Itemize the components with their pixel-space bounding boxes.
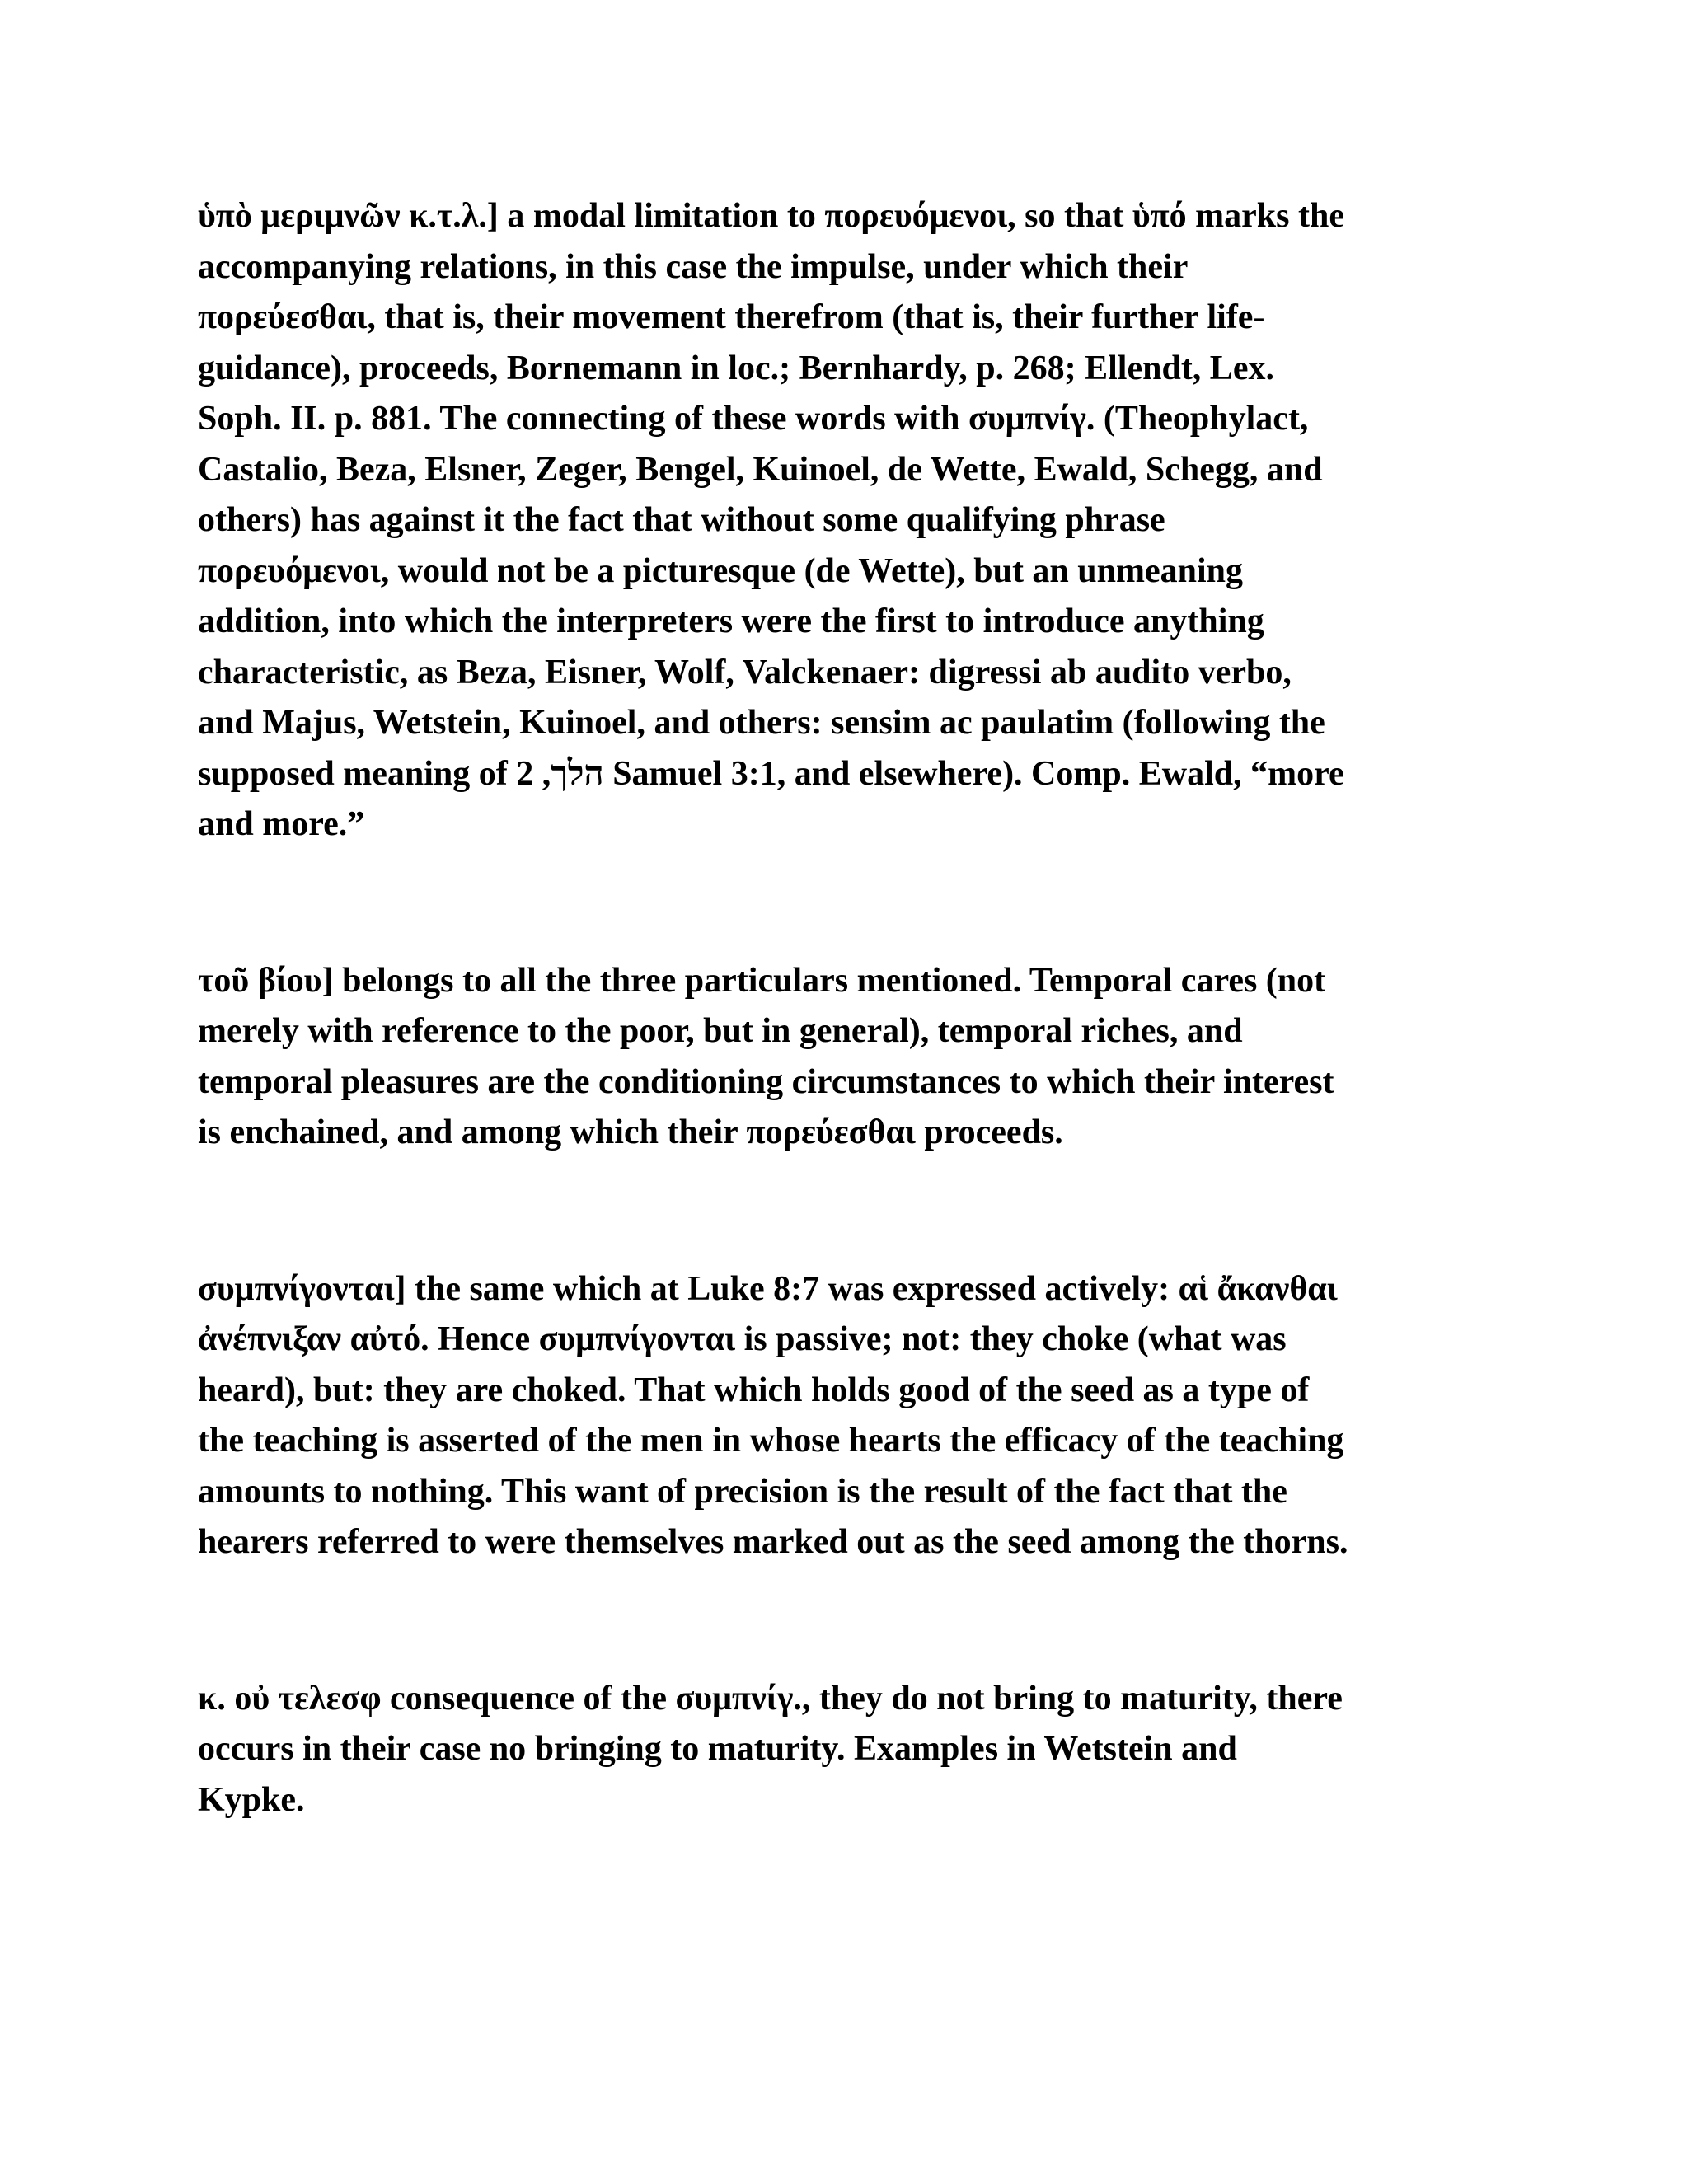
page-body: [198, 191, 1500, 1825]
commentary-paragraph-1: ὑπὸ μεριμνῶν κ.τ.λ.] a modal limitation to πορευόμενοι, so that ὑπό marks the accompanying relations, in this case the impulse, under which their πορεύεσθαι, that is, their movement therefrom (that is, their further life- guidance), proceeds, Bornemann in loc.; Bernhardy, p. 268; Ellendt, Lex. Soph. II. p. 881. The connecting of these words with συμπνίγ. (Theophylact, Castalio, Beza, Elsner, Zeger, Bengel, Kuinoel, de Wette, Ewald, Schegg, and others) has against it the fact that without some qualifying phrase πορευόμενοι, would not be a picturesque (de Wette), but an unmeaning addition, into which the interpreters were the first to introduce anything characteristic, as Beza, Eisner, Wolf, Valckenaer: digressi ab audito verbo, and Majus, Wetstein, Kuinoel, and others: sensim ac paulatim (following the supposed meaning of הלך, 2 Samuel 3:1, and elsewhere). Comp. Ewald, “more and more.”: [198, 197, 1344, 843]
commentary-paragraph-4: κ. οὐ τελεσφ consequence of the συμπνίγ., they do not bring to maturity, there occurs in their case no bringing to maturity. Examples in Wetstein and Kypke.: [198, 1679, 1343, 1819]
commentary-paragraph-3: συμπνίγονται] the same which at Luke 8:7 was expressed actively: αἱ ἄκανθαι ἀνέπνιξαν αὐτό. Hence συμπνίγονται is passive; not: they choke (what was heard), but: they are choked. That which holds good of the seed as a type of the teaching is asserted of the men in whose hearts the efficacy of the teaching amounts to nothing. This want of precision is the result of the fact that the hearers referred to were themselves marked out as the seed among the thorns.: [198, 1269, 1348, 1561]
commentary-paragraph-2: τοῦ βίου] belongs to all the three particulars mentioned. Temporal cares (not merely with reference to the poor, but in general), temporal riches, and temporal pleasures are the conditioning circumstances to which their interest is enchained, and among which their πορεύεσθαι proceeds.: [198, 961, 1334, 1151]
